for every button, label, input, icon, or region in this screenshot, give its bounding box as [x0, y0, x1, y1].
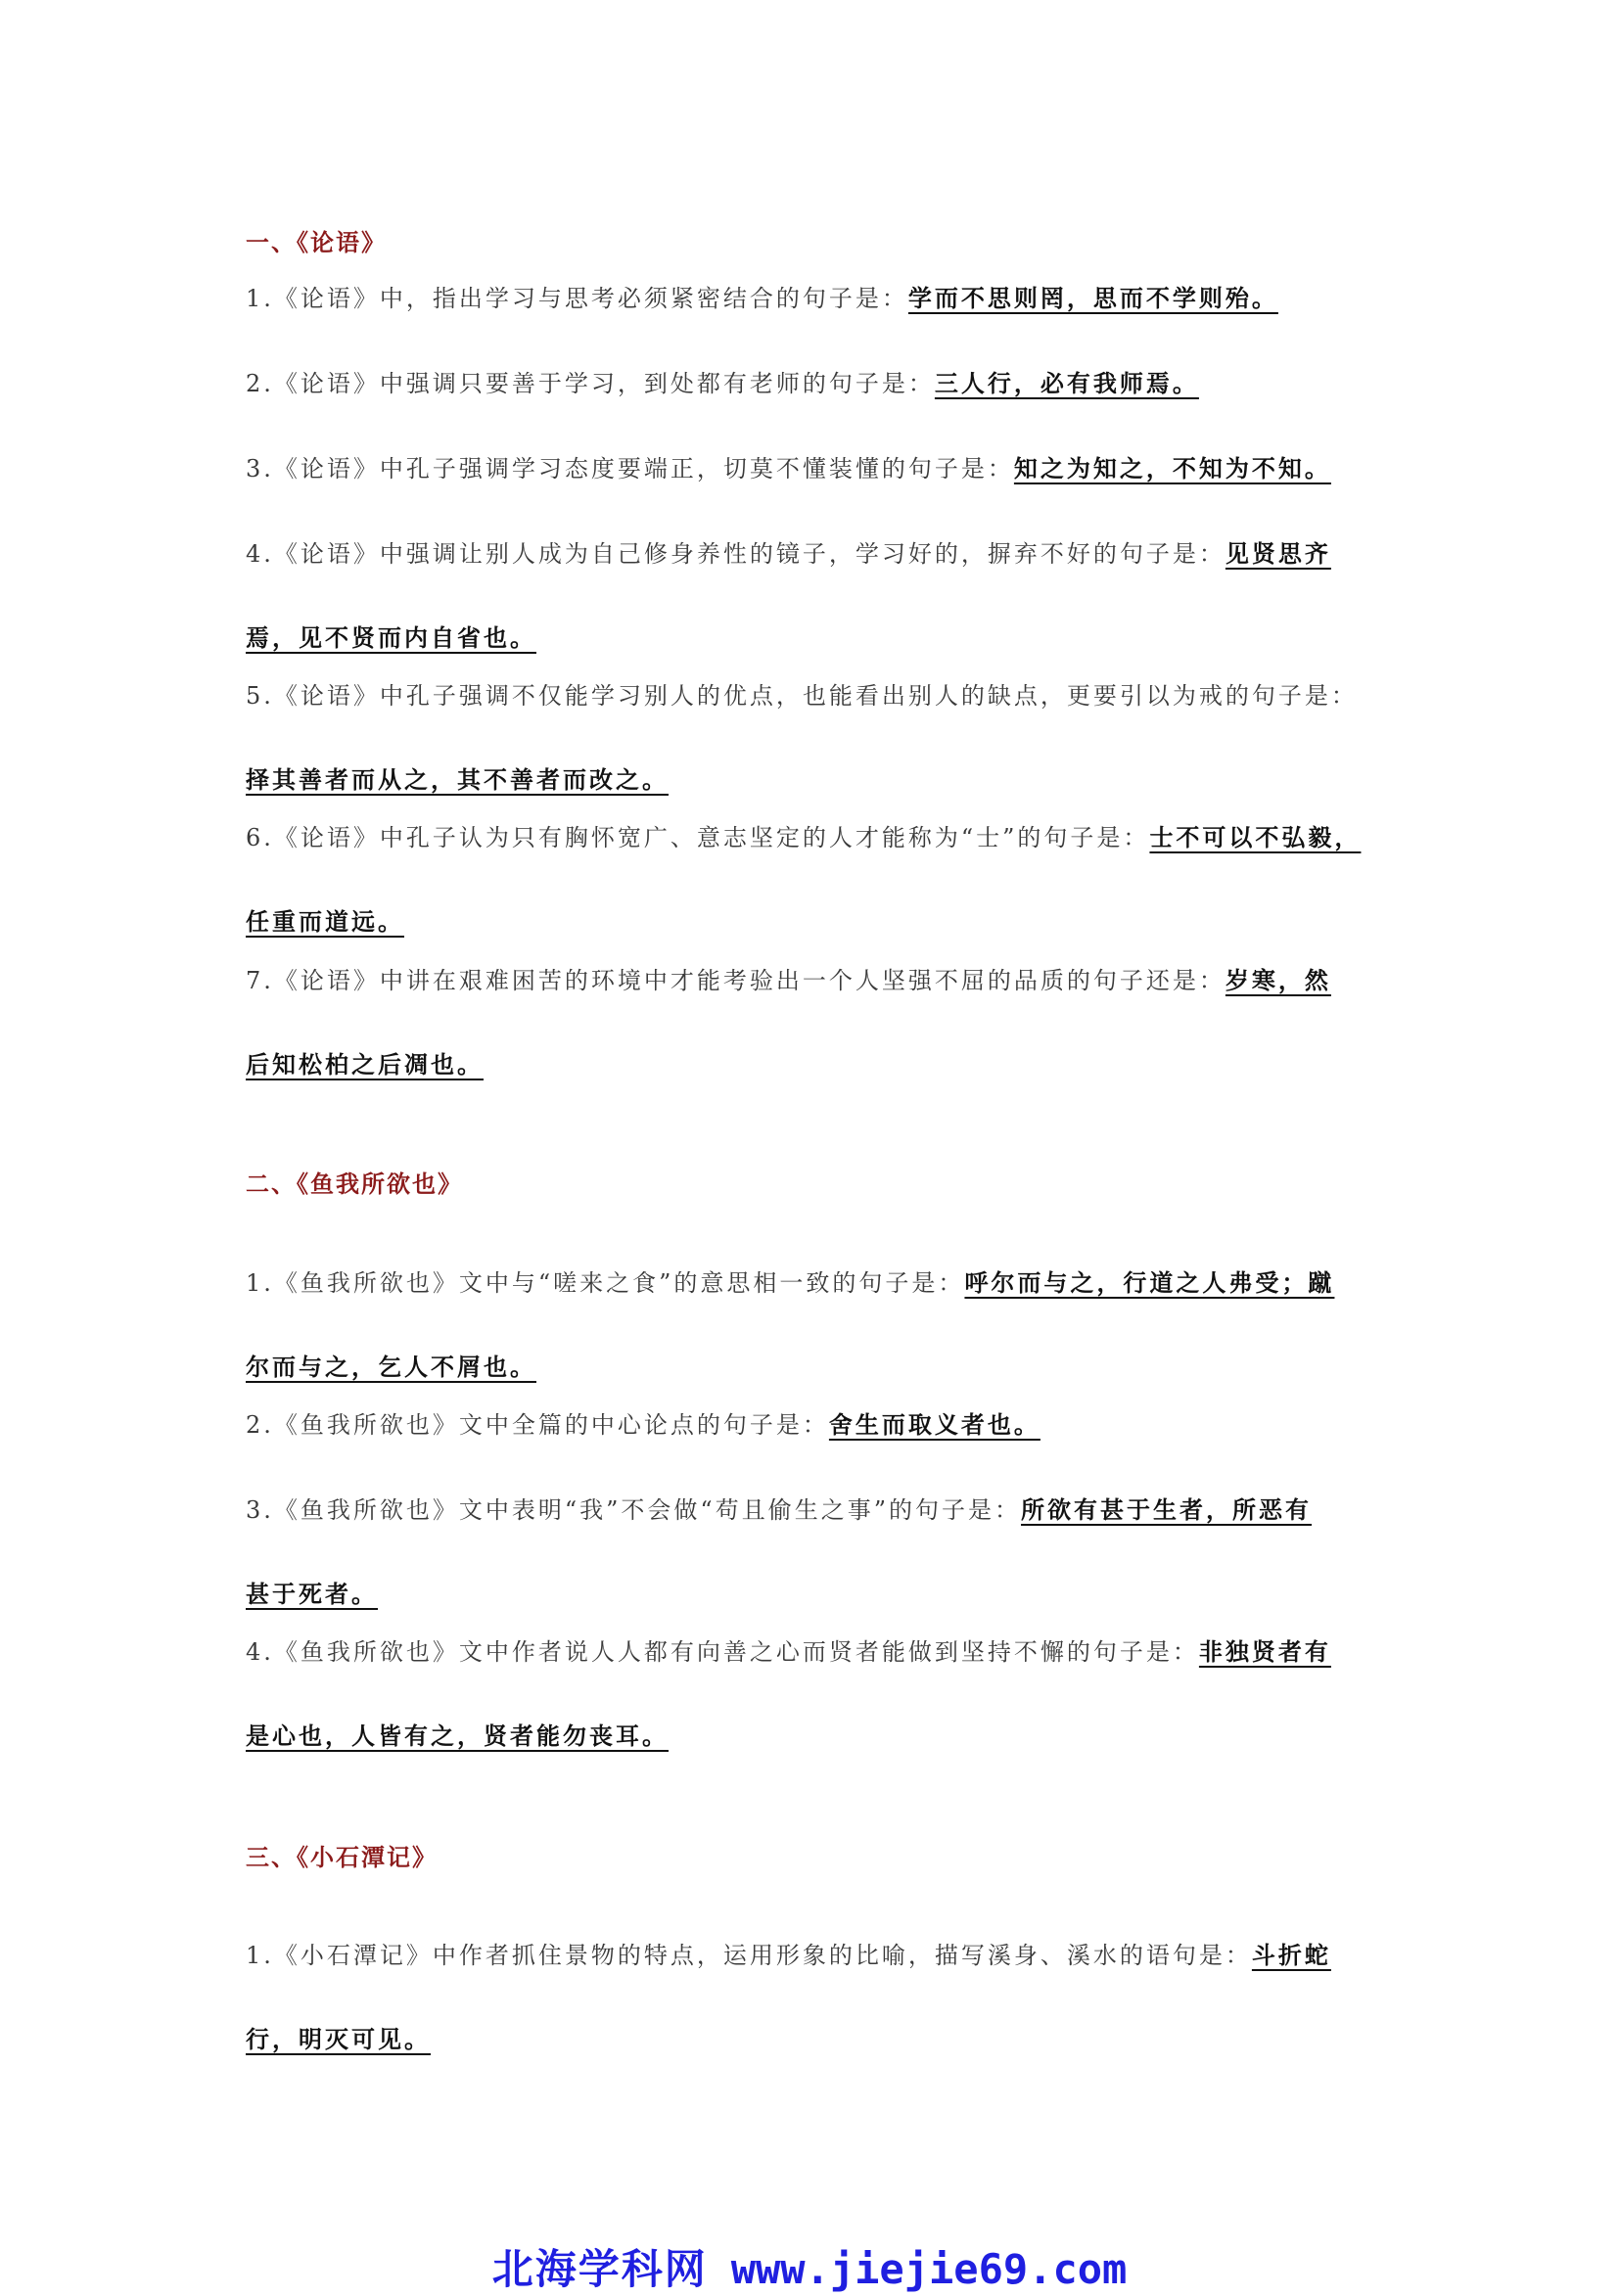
- footer-site-name: 北海学科网: [491, 2245, 708, 2293]
- question-text: 1.《小石潭记》中作者抓住景物的特点，运用形象的比喻，描写溪身、溪水的语句是：: [246, 1942, 1252, 1969]
- answer-text: 岁寒，然: [1225, 966, 1331, 994]
- answer-continuation-line: [246, 1580, 1381, 1609]
- answer-text: 择其善者而从之，其不善者而改之。: [246, 765, 669, 794]
- question-line: [246, 1637, 1381, 1667]
- answer-text: 学而不思则罔，思而不学则殆。: [907, 284, 1278, 312]
- question-text: 4.《鱼我所欲也》文中作者说人人都有向善之心而贤者能做到坚持不懈的句子是：: [246, 1638, 1199, 1666]
- answer-text: 非独贤者有: [1198, 1637, 1331, 1666]
- question-line: [246, 1268, 1381, 1298]
- question-line: [246, 1941, 1381, 1970]
- answer-continuation-line: [246, 765, 1381, 795]
- question-text: 3.《论语》中孔子强调学习态度要端正，切莫不懂装懂的句子是：: [246, 455, 1014, 482]
- answer-text: 知之为知之，不知为不知。: [1013, 454, 1331, 482]
- question-text: 3.《鱼我所欲也》文中表明“我”不会做“苟且偷生之事”的句子是：: [246, 1496, 1021, 1524]
- answer-continuation-line: [246, 1050, 1381, 1079]
- answer-text: 斗折蛇: [1251, 1941, 1331, 1969]
- section-heading-lunyu: 一、《论语》: [246, 228, 387, 256]
- question-line: [246, 369, 1381, 398]
- question-text: 2.《论语》中强调只要善于学习，到处都有老师的句子是：: [246, 370, 935, 397]
- answer-text: 三人行，必有我师焉。: [934, 369, 1199, 397]
- section-heading-yuwosuoyuye: 二、《鱼我所欲也》: [246, 1170, 463, 1198]
- question-line: [246, 454, 1381, 483]
- answer-continuation-line: [246, 1722, 1381, 1751]
- footer-watermark: [0, 2237, 1619, 2296]
- answer-text: 后知松柏之后凋也。: [246, 1050, 484, 1079]
- answer-text: 焉，见不贤而内自省也。: [246, 623, 536, 652]
- answer-text: 是心也，人皆有之，贤者能勿丧耳。: [246, 1722, 669, 1750]
- question-text: 4.《论语》中强调让别人成为自己修身养性的镜子，学习好的，摒弃不好的句子是：: [246, 540, 1226, 568]
- answer-text: 任重而道远。: [246, 907, 404, 936]
- question-text: 5.《论语》中孔子强调不仅能学习别人的优点，也能看出别人的缺点，更要引以为戒的句子是：: [246, 682, 1358, 710]
- question-text: 7.《论语》中讲在艰难困苦的环境中才能考验出一个人坚强不屈的品质的句子还是：: [246, 967, 1226, 994]
- answer-continuation-line: [246, 2025, 1381, 2054]
- question-line: [246, 823, 1381, 852]
- question-line: [246, 681, 1381, 711]
- answer-text: 士不可以不弘毅，: [1149, 823, 1362, 851]
- question-line: [246, 966, 1381, 995]
- answer-text: 尔而与之，乞人不屑也。: [246, 1353, 536, 1381]
- question-line: [246, 284, 1381, 313]
- section-heading-xiaoshitanji: 三、《小石潭记》: [246, 1843, 438, 1871]
- question-text: 1.《论语》中，指出学习与思考必须紧密结合的句子是：: [246, 285, 908, 312]
- answer-continuation-line: [246, 1353, 1381, 1382]
- answer-text: 甚于死者。: [246, 1580, 378, 1608]
- answer-continuation-line: [246, 623, 1381, 653]
- question-text: 1.《鱼我所欲也》文中与“嗟来之食”的意思相一致的句子是：: [246, 1269, 965, 1297]
- answer-text: 行，明灭可见。: [246, 2025, 431, 2053]
- question-text: 6.《论语》中孔子认为只有胸怀宽广、意志坚定的人才能称为“士”的句子是：: [246, 824, 1150, 851]
- question-text: 2.《鱼我所欲也》文中全篇的中心论点的句子是：: [246, 1411, 829, 1439]
- question-line: [246, 539, 1381, 569]
- footer-url[interactable]: www.jiejie69.com: [730, 2245, 1128, 2293]
- answer-text: 见贤思齐: [1225, 539, 1331, 568]
- answer-text: 所欲有甚于生者，所恶有: [1020, 1495, 1312, 1524]
- answer-text: 呼尔而与之，行道之人弗受；蹴: [964, 1268, 1335, 1297]
- question-line: [246, 1410, 1381, 1440]
- answer-text: 舍生而取义者也。: [828, 1410, 1041, 1439]
- question-line: [246, 1495, 1381, 1525]
- answer-continuation-line: [246, 907, 1381, 937]
